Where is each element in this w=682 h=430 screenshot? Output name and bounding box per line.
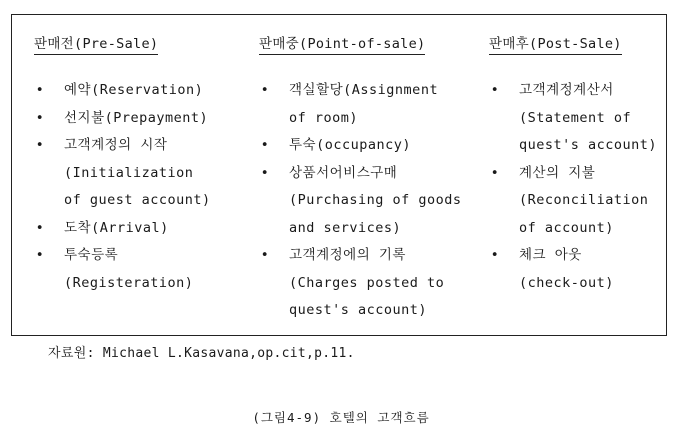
point-of-sale-column [259,33,474,325]
list-item: • 계산의 지불 (Reconciliation of account) [489,160,669,243]
list-item: • 상품서어비스구매 (Purchasing of goods and services) [259,160,474,243]
item-list [34,77,249,297]
item-list [489,77,669,297]
pre-sale-column [34,33,249,297]
item-list [259,77,474,325]
post-sale-column [489,33,669,297]
list-item: • 고객계정에의 기록 (Charges posted to quest's account) [259,242,474,325]
list-item: • 고객계정의 시작 (Initialization of guest account) [34,132,249,215]
bullet-icon: • [35,82,45,98]
bullet-icon: • [490,82,500,98]
list-item: • 선지불(Prepayment) [34,105,249,133]
bullet-icon: • [260,82,270,98]
column-heading: 판매전(Pre-Sale) [34,36,158,55]
list-item: • 객실할당(Assignment of room) [259,77,474,132]
bullet-icon: • [35,137,45,153]
bullet-icon: • [260,247,270,263]
list-item: • 도착(Arrival) [34,215,249,243]
column-heading: 판매중(Point-of-sale) [259,36,425,55]
list-item: • 체크 아웃 (check-out) [489,242,669,297]
bullet-icon: • [490,247,500,263]
bullet-icon: • [35,219,45,236]
bullet-icon: • [35,247,45,263]
bullet-icon: • [35,109,45,126]
bullet-icon: • [260,137,270,153]
source-note: 자료원: Michael L.Kasavana,op.cit,p.11. [48,346,355,361]
bullet-icon: • [490,164,500,181]
column-heading: 판매후(Post-Sale) [489,36,622,55]
list-item: • 투숙(occupancy) [259,132,474,160]
list-item: • 투숙등록 (Registeration) [34,242,249,297]
bullet-icon: • [260,164,270,181]
list-item: • 예약(Reservation) [34,77,249,105]
figure-caption: (그림4-9) 호텔의 고객흐름 [252,410,430,425]
list-item: • 고객계정계산서 (Statement of quest's account) [489,77,669,160]
process-table [11,14,667,336]
